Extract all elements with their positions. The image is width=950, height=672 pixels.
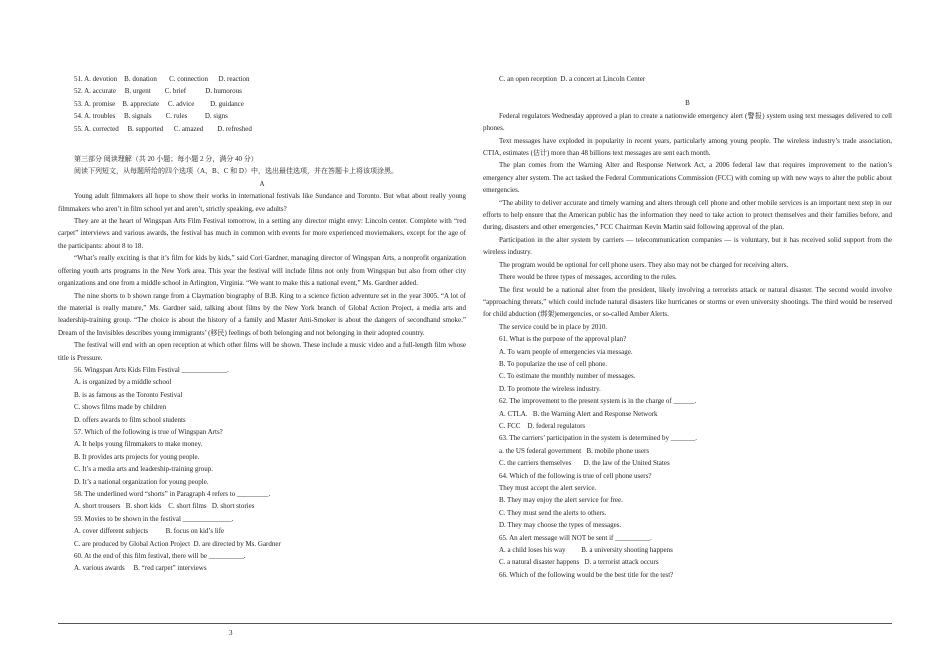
question-line: 61. What is the purpose of the approval plan?	[499, 335, 627, 344]
left-column	[58, 73, 466, 575]
question-line: C. shows films made by children	[74, 403, 167, 412]
question-line: 56. Wingspan Arts Kids Film Festival _____________.	[74, 365, 229, 374]
passage-b-paragraph: Text messages have exploded in popularity in recent years, particularly among young people. The wireless industry’s trade association, CTIA, estimates (估计) more than 48 billions text messages are sent each month.	[483, 136, 892, 158]
question-line: 66. Which of the following would be the best title for the test?	[499, 570, 674, 579]
passage-a-paragraph: The nine shorts to b shown range from a Claymation biography of B.B. King to a science fiction adventure set in the year 3005. “A lot of the material is really mature,” Ms. Gardner said, talking about films by the New York branch of Global Action Project, a media arts and leadership-training group. “The choice is about the history of a family and Master Anti-Smoker is about the dangers of secondhand smoke.” Dream of the Invisibles describes young immigrants’ (移民) feelings of both belonging and not belonging in their adopted country.	[58, 291, 466, 337]
question-line: A. cover different subjects B. focus on kid’s life	[74, 527, 225, 536]
question-line: 60. At the end of this film festival, there will be __________.	[74, 552, 246, 561]
question-line: D. They may choose the types of messages.	[499, 521, 622, 530]
question-line: D. offers awards to film school students	[74, 415, 186, 424]
question-line: B. It provides arts projects for young people.	[74, 452, 200, 461]
question-60-options-cont: C. an open reception D. a concert at Lincoln Center	[499, 75, 646, 83]
passage-b-paragraph: Federal regulators Wednesday approved a plan to create a nationwide emergency alert (警报) system using text messages delivered to cell phones.	[483, 111, 892, 133]
passage-b-paragraph: Participation in the alter system by carriers — telecommunication companies — is voluntary, but it has received solid support from the wireless industry.	[483, 235, 892, 257]
question-line: B. To popularize the use of cell phone.	[499, 359, 608, 368]
question-line: A. CTLA. B. the Warning Alert and Response Network	[499, 409, 658, 418]
passage-a-label: A	[259, 179, 265, 188]
cloze-option-53: 53. A. promise B. appreciate C. advice D. guidance	[74, 99, 244, 108]
question-line: C. FCC D. federal regulators	[499, 421, 586, 430]
footer-divider	[58, 623, 892, 624]
right-column	[483, 73, 892, 581]
passage-b-paragraph: The program would be optional for cell phone users. They also may not be charged for receiving alters.	[499, 260, 789, 269]
question-line: A. a child loses his way B. a university shooting happens	[499, 546, 673, 555]
passage-a-paragraph: Young adult filmmakers all hope to show their works in international festivals like Sundance and Toronto. But what about really young filmmakers who aren’t in film school yet and aren’t, strictly speaking, eve adults?	[58, 192, 466, 213]
question-line: 63. The carriers’ participation in the system is determined by _______.	[499, 434, 698, 443]
passage-b-paragraph: The first would be a national alter from the president, likely involving a terrorists attack or natural disaster. The second would involve “approaching threats,” which could include natural disasters like hurricanes or storms or even university shootings. The third would be reserved for child abduction (绑架)emergencies, or so-called Amber Alerts.	[483, 285, 892, 319]
question-line: 65. An alert message will NOT be sent if __________.	[499, 533, 652, 542]
section-instruction: 阅读下列短文，从每题所给的四个选项（A、B、C 和 D）中，选出最佳选项，并在答题卡上将该项涂黑。	[74, 167, 398, 176]
passage-b-paragraph: “The ability to deliver accurate and timely warning and alters through cell phone and other mobile services is an important next step in our efforts to help ensure that the American public has the information they need to take action to protect themselves and their families before, and during, disasters and other emergencies,” FCC Chairman Kevin Martin said following approval of the plan.	[483, 198, 892, 232]
question-line: C. To estimate the monthly number of messages.	[499, 372, 636, 381]
question-line: C. It’s a media arts and leadership-training group.	[74, 465, 213, 474]
question-line: A. It helps young filmmakers to make money.	[74, 440, 203, 449]
question-line: 62. The improvement to the present system is in the charge of ______.	[499, 397, 697, 406]
question-line: B. They may enjoy the alert service for free.	[499, 496, 623, 505]
question-line: B. is as famous as the Toronto Festival	[74, 390, 183, 399]
question-line: A. various awards B. “red carpet” interviews	[74, 564, 207, 573]
passage-b-paragraph: The service could be in place by 2010.	[499, 322, 608, 331]
passage-a-paragraph: They are at the heart of Wingspan Arts Film Festival tomorrow, in a setting any director might envy: Lincoln center. Complete with “red carpet” interviews and various awards, the festival has much in common with events for more experienced moviemakers, except for the age of the participants: about 8 to 18.	[58, 217, 466, 250]
question-line: C. are produced by Global Action Project D. are directed by Ms. Gardner	[74, 539, 281, 548]
passage-b-label: B	[685, 99, 690, 108]
section-title: 第三部分 阅读理解（共 20 小题；每小题 2 分，满分 40 分）	[74, 155, 258, 164]
question-line: C. a natural disaster happens D. a terrorist attack occurs	[499, 558, 659, 567]
question-line: C. They must send the alerts to others.	[499, 508, 607, 517]
question-line: 58. The underlined word “shorts” in Paragraph 4 refers to _________.	[74, 490, 271, 498]
page-number: 3	[229, 629, 233, 637]
cloze-option-54: 54. A. troubles B. signals C. rules D. signs	[74, 112, 228, 121]
passage-a-paragraph: The festival will end with an open reception at which other films will be shown. These include a music video and a full-length film whose title is Pressure.	[58, 341, 466, 362]
question-line: A. is organized by a middle school	[74, 378, 172, 387]
question-line: a. the US federal government B. mobile phone users	[499, 446, 650, 455]
question-line: A. To warn people of emergencies via message.	[499, 347, 633, 356]
cloze-option-52: 52. A. accurate B. urgent C. brief D. humorous	[74, 87, 242, 96]
question-line: C. the carriers themselves D. the law of the United States	[499, 459, 670, 468]
passage-b-paragraph: There would be three types of messages, according to the rules.	[499, 273, 677, 282]
question-line: 64. Which of the following is true of cell phone users?	[499, 471, 652, 480]
cloze-option-55: 55. A. corrected B. supported C. amazed D. refreshed	[74, 124, 252, 133]
question-line: They must accept the alert service.	[499, 484, 597, 492]
passage-a-paragraph: “What’s really exciting is that it’s film for kids by kids,” said Cori Gardner, managing director of Wingspan Arts, a nonprofit organization offering youth arts programs in the New York area. This year the festival will include films not only from Wingspan but also from other city organizations and one from a middle school in Arlington, Virginia. “We want to make this a national event,” Ms. Gardner added.	[58, 254, 466, 288]
question-line: A. short trousers B. short kids C. short films D. short stories	[74, 502, 255, 511]
cloze-option-51: 51. A. devotion B. donation C. connection D. reaction	[74, 75, 250, 83]
question-line: D. It’s a national organization for young people.	[74, 477, 209, 486]
question-line: 59. Movies to be shown in the festival ______________.	[74, 514, 234, 523]
question-line: D. To promote the wireless industry.	[499, 384, 601, 393]
question-line: 57. Which of the following is true of Wingspan Arts?	[74, 427, 223, 436]
passage-b-paragraph: The plan comes from the Warning Alter and Response Network Act, a 2006 federal law that requires improvement to the nation’s emergency alter system. The act tasked the Federal Communications Commission (FCC) with coming up with new ways to alter the public about emergencies.	[483, 161, 892, 195]
